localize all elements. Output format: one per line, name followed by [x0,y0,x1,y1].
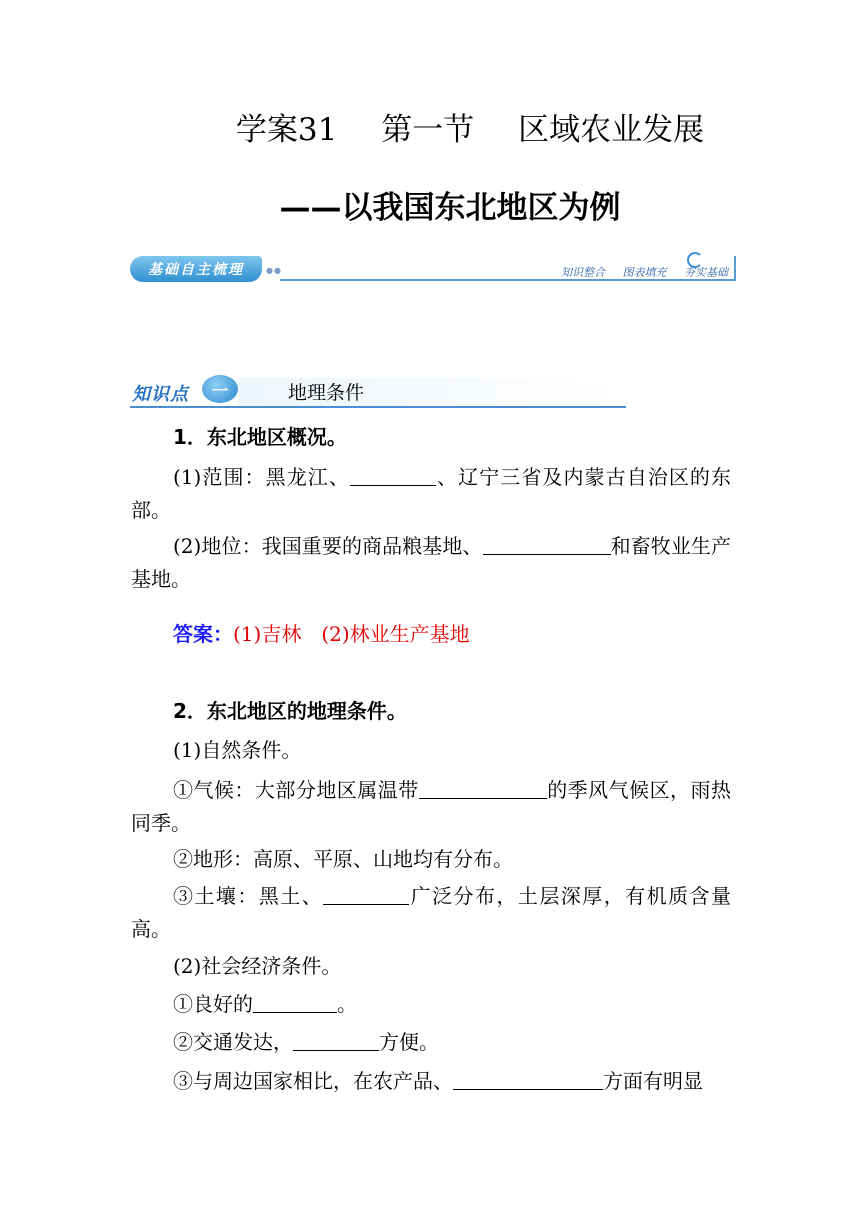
title-topic: 区域农业发展 [518,112,705,148]
fill-blank[interactable] [323,884,409,905]
text: ①良好的 [173,992,253,1016]
fill-blank[interactable] [419,778,547,799]
text: ②交通发达， [173,1030,293,1054]
answer-line [131,618,731,651]
knowledge-point-header [130,372,626,410]
page-subtitle: ——以我国东北地区为例 [279,190,621,226]
paragraph-good [131,988,731,1021]
text: 。 [337,992,357,1016]
text: 、辽宁三省及内蒙古自治区的东部。 [131,465,731,522]
paragraph-scope [131,461,731,527]
banner-hint: 知识整合 [561,266,605,279]
banner-hint: 夯实基础 [684,266,728,279]
banner-badge: 基础自主梳理 [130,256,262,282]
text: 的季风气候区，雨热同季。 [131,778,732,835]
fill-blank[interactable] [483,534,611,555]
text: ③与周边国家相比，在农产品、 [173,1069,453,1093]
title-lesson: 学案31 [235,112,338,148]
text: 方便。 [379,1030,439,1054]
paragraph-traffic [131,1026,731,1059]
paragraph-neighbor [131,1065,731,1098]
section2-heading: 2．东北地区的地理条件。 [173,699,407,723]
paragraph-climate [131,774,731,840]
answer-text: (1)吉林 (2)林业生产基地 [233,622,470,646]
section1-heading: 1．东北地区概况。 [173,425,347,449]
text: 广泛分布，土层深厚，有机质含量高。 [131,884,732,941]
text: (1)范围：黑龙江、 [173,465,350,489]
text: 方面有明显 [603,1069,703,1093]
banner-dots-icon: ●● [266,266,282,275]
banner-hints [547,264,728,280]
text: ③土壤：黑土、 [173,884,324,908]
banner-rule-end [734,256,736,281]
fill-blank[interactable] [293,1030,379,1051]
fill-blank[interactable] [253,992,337,1013]
paragraph-terrain: ②地形：高原、平原、山地均有分布。 [173,847,513,871]
text: ①气候：大部分地区属温带 [173,778,419,802]
fill-blank[interactable] [350,465,436,486]
section-banner [130,252,736,284]
text: (2)地位：我国重要的商品粮基地、 [173,534,483,558]
fill-blank[interactable] [453,1069,603,1090]
paragraph-soil [131,880,731,946]
paragraph-status [131,530,731,596]
natural-conditions: (1)自然条件。 [173,738,302,762]
knowledge-point-tag: 知识点 [132,384,189,405]
knowledge-point-number: 一 [202,375,238,403]
banner-hint: 图表填充 [622,266,667,279]
answer-label: 答案： [173,622,233,646]
knowledge-point-name: 地理条件 [288,382,365,404]
text: 和畜牧业生产基地。 [131,534,731,591]
page-title [0,104,860,149]
title-section: 第一节 [381,112,475,148]
header-rule [130,406,626,408]
social-conditions: (2)社会经济条件。 [173,954,342,978]
